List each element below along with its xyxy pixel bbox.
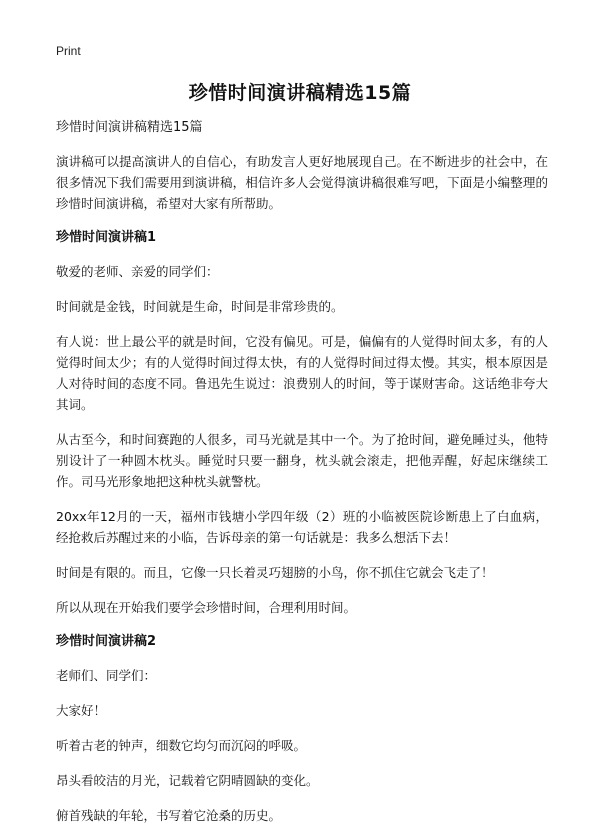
paragraph: 有人说：世上最公平的就是时间，它没有偏见。可是，偏偏有的人觉得时间太多，有的人觉得时间太少；有的人觉得时间过得太快，有的人觉得时间过得太慢。其实，根本原因是人对待时间的态度不同。鲁迅先生说过：浪费别人的时间，等于谋财害命。这话绝非夸大其词。 [56,334,548,412]
paragraph: 时间就是金钱，时间就是生命，时间是非常珍贵的。 [56,299,344,314]
section-heading-1: 珍惜时间演讲稿1 [56,230,157,245]
paragraph: 听着古老的钟声，细数它均匀而沉闷的呼吸。 [56,738,307,753]
paragraph: 老师们、同学们： [56,668,157,683]
section-heading-2: 珍惜时间演讲稿2 [56,634,157,649]
document-body [56,118,548,840]
paragraph: 昂头看皎洁的月光，记载着它阴晴圆缺的变化。 [56,773,319,788]
paragraph: 敬爱的老师、亲爱的同学们： [56,264,219,279]
document-title: 珍惜时间演讲稿精选15篇 [188,82,412,104]
document-subtitle: 珍惜时间演讲稿精选15篇 [56,120,203,135]
paragraph: 大家好！ [56,703,107,718]
paragraph: 时间是有限的。而且，它像一只长着灵巧翅膀的小鸟，你不抓住它就会飞走了！ [56,565,494,580]
paragraph: 所以从现在开始我们要学会珍惜时间，合理利用时间。 [56,600,357,615]
paragraph: 从古至今，和时间赛跑的人很多，司马光就是其中一个。为了抢时间，避免睡过头，他特别设计了一种圆木枕头。睡觉时只要一翻身，枕头就会滚走，把他弄醒，好起床继续工作。司马光形象地把这种枕头就警枕。 [56,432,548,489]
intro-paragraph: 演讲稿可以提高演讲人的自信心，有助发言人更好地展现自己。在不断进步的社会中，在很多情况下我们需要用到演讲稿，相信许多人会觉得演讲稿很难写吧，下面是小编整理的珍惜时间演讲稿，希望对大家有所帮助。 [56,154,548,211]
print-link[interactable]: Print [56,44,81,58]
paragraph: 20xx年12月的一天，福州市钱塘小学四年级（2）班的小临被医院诊断患上了白血病，经抢救后苏醒过来的小临，告诉母亲的第一句话就是：我多么想活下去！ [56,509,548,545]
paragraph: 俯首残缺的年轮，书写着它沧桑的历史。 [56,808,282,823]
